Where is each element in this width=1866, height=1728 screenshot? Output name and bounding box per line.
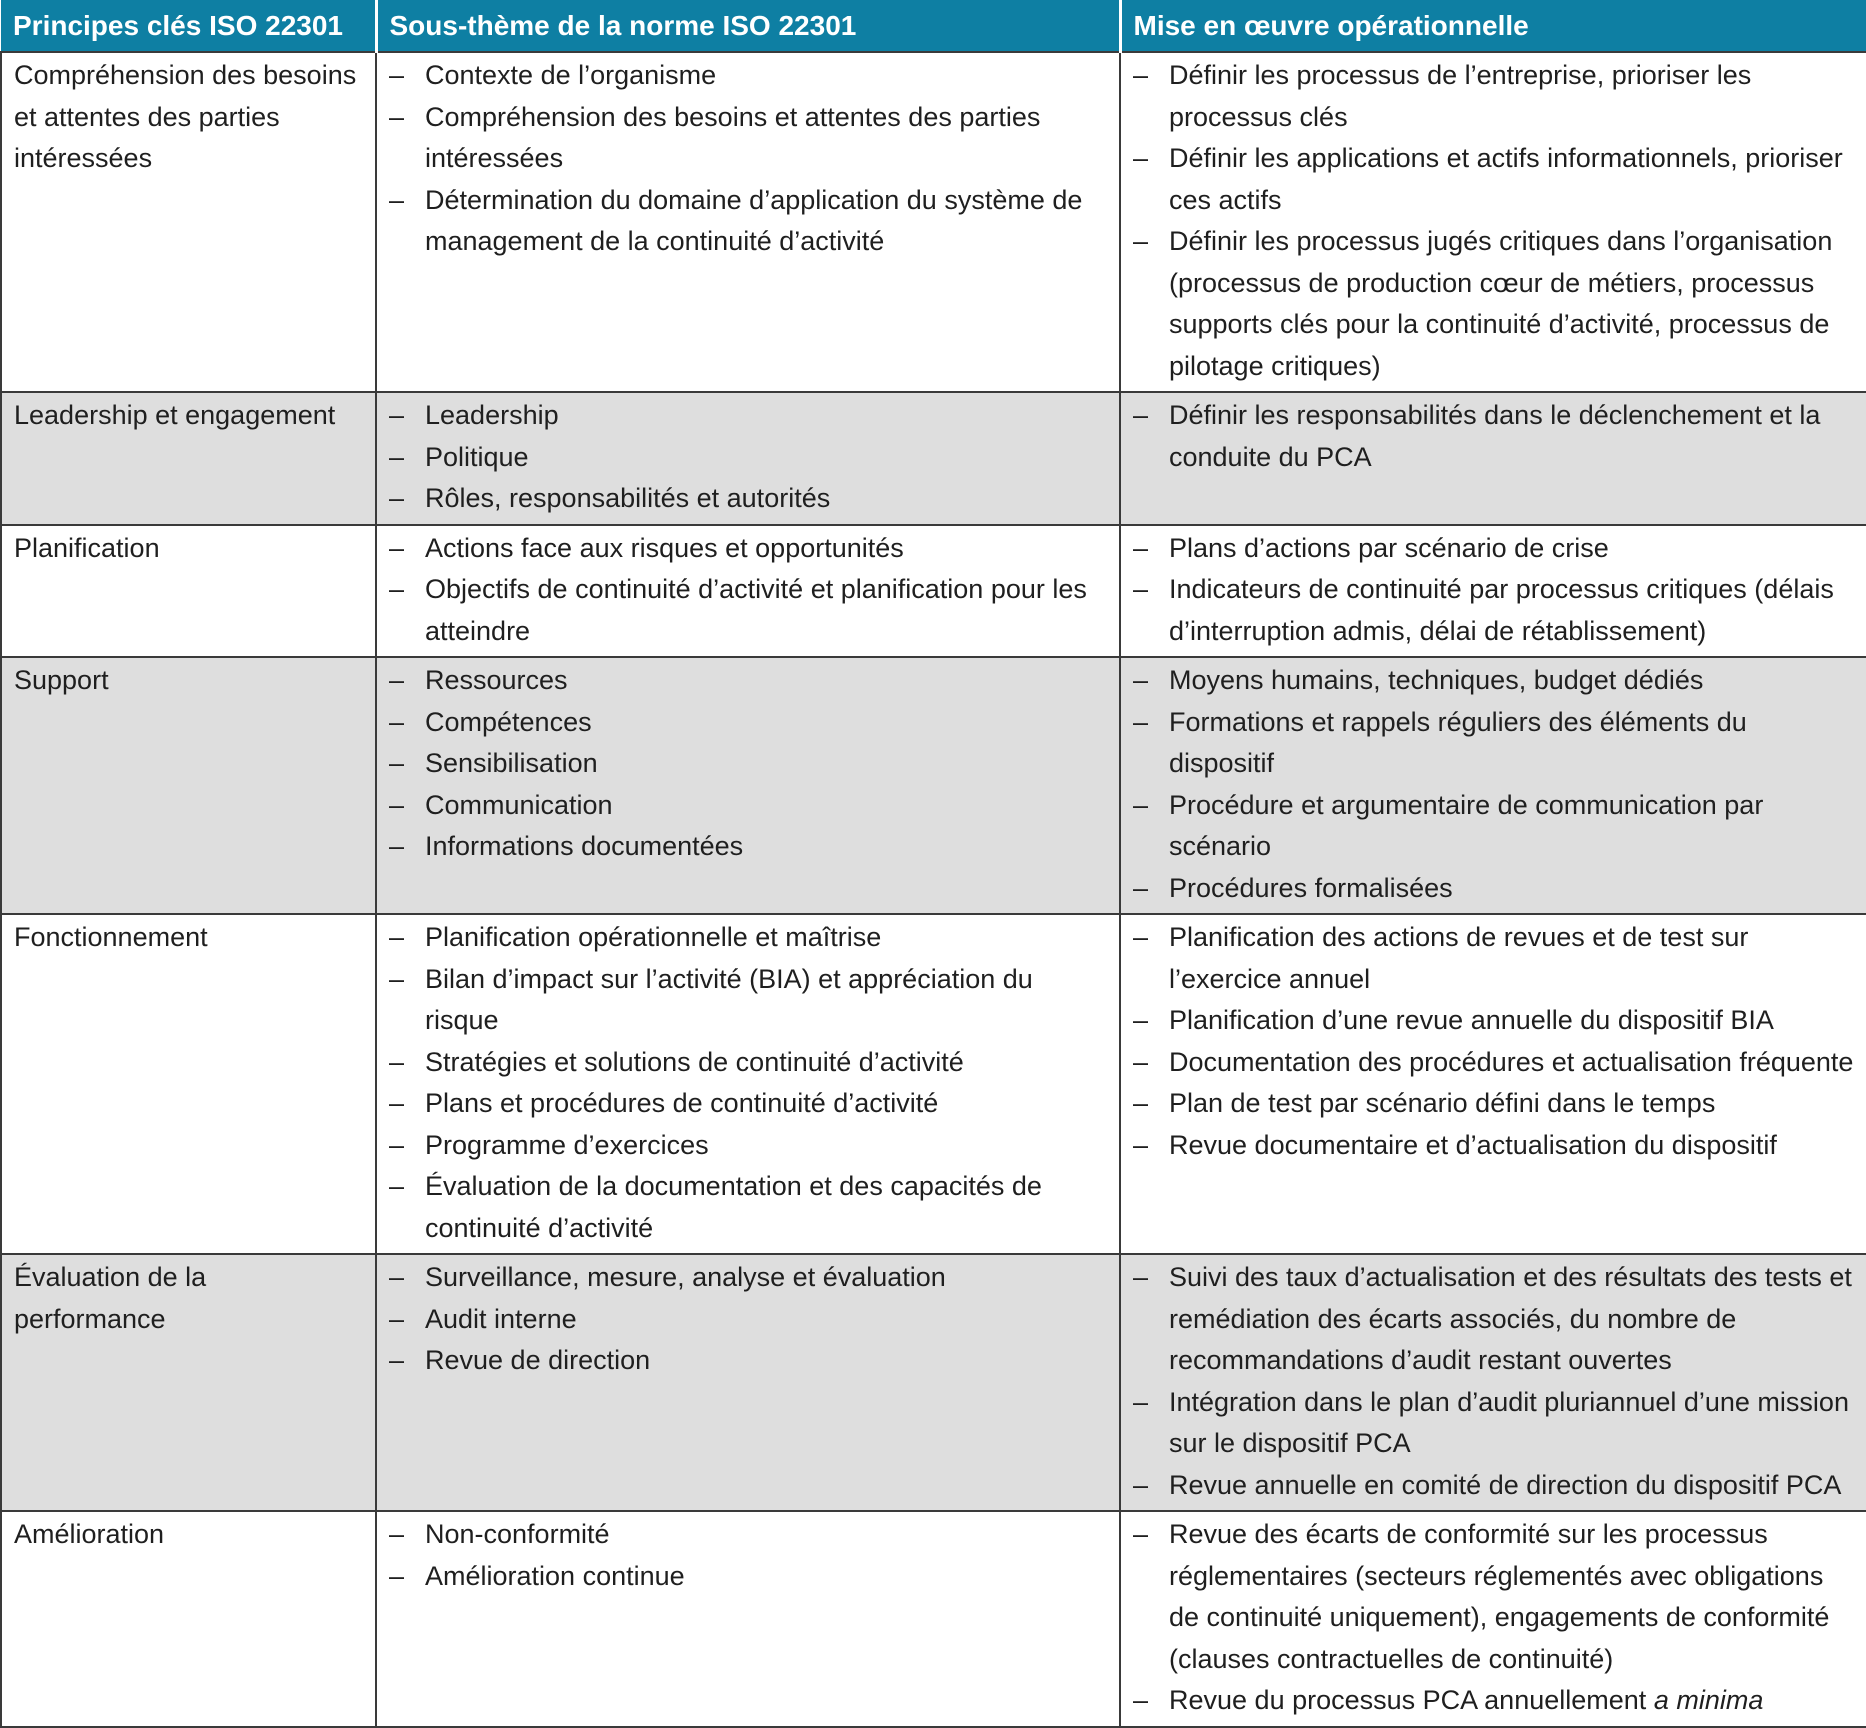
dash-bullet: –	[1133, 789, 1149, 820]
list-item	[389, 478, 1107, 520]
implementation-cell	[1120, 657, 1866, 914]
dash-bullet: –	[389, 922, 405, 952]
dash-bullet: –	[1133, 1088, 1149, 1118]
list-item-text: Non-conformité	[425, 1519, 610, 1549]
subtheme-cell	[376, 657, 1120, 914]
list-item	[389, 826, 1107, 868]
dash-bullet: –	[389, 1345, 405, 1375]
list-item-text: Programme d’exercices	[425, 1129, 709, 1160]
list-item-text: Sensibilisation	[425, 748, 598, 778]
list-item-text: Détermination du domaine d’application du système de management de la continuité d’activité	[425, 184, 1083, 256]
list-item-text: Compétences	[425, 706, 592, 737]
list-item-text: Définir les processus de l’entreprise, prioriser les processus clés	[1169, 60, 1752, 132]
list-item	[389, 1257, 1107, 1299]
implementation-cell	[1120, 914, 1866, 1254]
list-item-text: Objectifs de continuité d’activité et planification pour les atteindre	[425, 574, 1087, 646]
dash-bullet: –	[1133, 1386, 1149, 1417]
list-item-text: Documentation des procédures et actualisation fréquente	[1169, 1046, 1854, 1077]
list-item	[389, 959, 1107, 1042]
dash-bullet: –	[1133, 1262, 1149, 1292]
table-row	[1, 392, 1866, 525]
list-item	[389, 1556, 1107, 1598]
list-item	[389, 180, 1107, 263]
dash-bullet: –	[389, 483, 405, 513]
implementation-cell	[1120, 1254, 1866, 1511]
dash-bullet: –	[1133, 143, 1149, 173]
list-item-text: Planification opérationnelle et maîtrise	[425, 922, 882, 952]
subtheme-cell	[376, 1254, 1120, 1511]
list-item	[389, 1083, 1107, 1125]
dash-bullet: –	[1133, 226, 1149, 256]
dash-bullet: –	[1133, 1005, 1149, 1035]
header-implementation: Mise en œuvre opérationnelle	[1120, 0, 1866, 52]
list-item	[389, 702, 1107, 744]
list-item-text: Définir les processus jugés critiques dans l’organisation (processus de production cœur de métiers, processus supports clés pour la continuité d’activité, processus de pilotage critiques)	[1169, 226, 1833, 381]
dash-bullet: –	[389, 1129, 405, 1160]
list-item-text: Stratégies et solutions de continuité d’activité	[425, 1046, 964, 1077]
list-item	[1133, 1083, 1854, 1125]
list-item-text: Évaluation de la documentation et des capacités de continuité d’activité	[425, 1171, 1042, 1243]
implementation-cell	[1120, 1511, 1866, 1727]
dash-bullet: –	[389, 706, 405, 737]
list-item-text: Procédure et argumentaire de communication par scénario	[1169, 789, 1764, 861]
list-item	[1133, 1465, 1854, 1507]
list-item-text: Amélioration continue	[425, 1560, 685, 1591]
dash-bullet: –	[389, 101, 405, 132]
list-item	[1133, 1257, 1854, 1382]
list-item-text: Leadership	[425, 400, 559, 430]
list-item-text: Revue des écarts de conformité sur les processus réglementaires (secteurs réglementés avec obligations de continuité uniquement), engagements de conformité (clauses contractuelles de continuité)	[1169, 1519, 1830, 1674]
subtheme-cell	[376, 52, 1120, 392]
list-item	[389, 437, 1107, 479]
dash-bullet: –	[1133, 1519, 1149, 1549]
list-item	[1133, 55, 1854, 138]
dash-bullet: –	[389, 1262, 405, 1292]
implementation-cell	[1120, 525, 1866, 658]
list-item	[389, 1125, 1107, 1167]
list-item	[389, 55, 1107, 97]
list-item	[1133, 569, 1854, 652]
dash-bullet: –	[389, 748, 405, 778]
list-item-text: Compréhension des besoins et attentes des parties intéressées	[425, 101, 1041, 173]
principle-cell: Amélioration	[1, 1511, 376, 1727]
list-item	[389, 1514, 1107, 1556]
dash-bullet: –	[389, 1303, 405, 1334]
principle-cell: Fonctionnement	[1, 914, 376, 1254]
list-item-text: Moyens humains, techniques, budget dédiés	[1169, 665, 1704, 695]
dash-bullet: –	[389, 1088, 405, 1118]
list-item	[1133, 1125, 1854, 1167]
dash-bullet: –	[389, 184, 405, 215]
list-item	[1133, 1680, 1854, 1722]
list-item	[1133, 702, 1854, 785]
list-item	[389, 785, 1107, 827]
dash-bullet: –	[1133, 60, 1149, 90]
list-item-text: Informations documentées	[425, 831, 744, 861]
list-item	[389, 569, 1107, 652]
list-item-text: Plans et procédures de continuité d’activité	[425, 1088, 939, 1118]
implementation-cell	[1120, 392, 1866, 525]
dash-bullet: –	[389, 665, 405, 695]
header-subthemes: Sous-thème de la norme ISO 22301	[376, 0, 1120, 52]
list-item	[1133, 1514, 1854, 1680]
list-item-text: Planification d’une revue annuelle du dispositif BIA	[1169, 1005, 1774, 1035]
table-row	[1, 52, 1866, 392]
dash-bullet: –	[1133, 665, 1149, 695]
table-header-row	[1, 0, 1866, 52]
list-item-text: Définir les applications et actifs informationnels, prioriser ces actifs	[1169, 143, 1843, 215]
list-item-text: Définir les responsabilités dans le déclenchement et la conduite du PCA	[1169, 400, 1821, 472]
dash-bullet: –	[389, 400, 405, 430]
dash-bullet: –	[1133, 574, 1149, 604]
dash-bullet: –	[389, 963, 405, 994]
list-item	[389, 1166, 1107, 1249]
header-principles: Principes clés ISO 22301	[1, 0, 376, 52]
list-item-text: Bilan d’impact sur l’activité (BIA) et appréciation du risque	[425, 963, 1033, 1035]
dash-bullet: –	[389, 1046, 405, 1077]
table-body	[1, 52, 1866, 1727]
table-row	[1, 525, 1866, 658]
list-item	[389, 1299, 1107, 1341]
dash-bullet: –	[389, 1560, 405, 1591]
principle-cell: Leadership et engagement	[1, 392, 376, 525]
emphasis-text: a minima	[1653, 1685, 1764, 1715]
list-item-text: Audit interne	[425, 1303, 577, 1334]
list-item-text: Revue de direction	[425, 1345, 651, 1375]
list-item	[1133, 785, 1854, 868]
list-item-text: Planification des actions de revues et de test sur l’exercice annuel	[1169, 922, 1749, 994]
dash-bullet: –	[1133, 400, 1149, 430]
principle-cell: Support	[1, 657, 376, 914]
dash-bullet: –	[1133, 1129, 1149, 1160]
dash-bullet: –	[389, 789, 405, 820]
list-item	[389, 395, 1107, 437]
dash-bullet: –	[389, 1171, 405, 1201]
list-item	[389, 743, 1107, 785]
list-item-text: Actions face aux risques et opportunités	[425, 532, 904, 563]
dash-bullet: –	[389, 574, 405, 604]
list-item-text: Plans d’actions par scénario de crise	[1169, 532, 1609, 563]
table-row	[1, 1254, 1866, 1511]
dash-bullet: –	[389, 831, 405, 861]
list-item	[389, 660, 1107, 702]
list-item-text: Surveillance, mesure, analyse et évaluation	[425, 1262, 946, 1292]
list-item	[389, 917, 1107, 959]
table-row	[1, 657, 1866, 914]
list-item	[1133, 395, 1854, 478]
principle-cell: Planification	[1, 525, 376, 658]
list-item-text: Plan de test par scénario défini dans le temps	[1169, 1088, 1716, 1118]
list-item-text: Formations et rappels réguliers des éléments du dispositif	[1169, 706, 1747, 778]
list-item-text: Indicateurs de continuité par processus critiques (délais d’interruption admis, délai de rétablissement)	[1169, 574, 1834, 646]
list-item-text: Intégration dans le plan d’audit pluriannuel d’une mission sur le dispositif PCA	[1169, 1386, 1849, 1458]
dash-bullet: –	[1133, 1046, 1149, 1077]
principle-cell: Compréhension des besoins et attentes des parties intéressées	[1, 52, 376, 392]
dash-bullet: –	[389, 441, 405, 472]
dash-bullet: –	[1133, 1469, 1149, 1500]
list-item	[1133, 917, 1854, 1000]
list-item	[1133, 1042, 1854, 1084]
dash-bullet: –	[1133, 1685, 1149, 1715]
list-item	[1133, 1000, 1854, 1042]
dash-bullet: –	[389, 532, 405, 563]
subtheme-cell	[376, 914, 1120, 1254]
list-item-text: Communication	[425, 789, 613, 820]
dash-bullet: –	[1133, 532, 1149, 563]
list-item-text: Revue du processus PCA annuellement	[1169, 1685, 1647, 1715]
subtheme-cell	[376, 525, 1120, 658]
subtheme-cell	[376, 1511, 1120, 1727]
list-item	[1133, 660, 1854, 702]
subtheme-cell	[376, 392, 1120, 525]
list-item-text: Rôles, responsabilités et autorités	[425, 483, 831, 513]
dash-bullet: –	[1133, 872, 1149, 903]
list-item	[389, 1340, 1107, 1382]
table-row	[1, 1511, 1866, 1727]
list-item	[389, 1042, 1107, 1084]
list-item	[1133, 221, 1854, 387]
list-item	[1133, 138, 1854, 221]
table-row	[1, 914, 1866, 1254]
list-item	[389, 528, 1107, 570]
dash-bullet: –	[1133, 706, 1149, 737]
list-item-text: Revue documentaire et d’actualisation du dispositif	[1169, 1129, 1777, 1160]
implementation-cell	[1120, 52, 1866, 392]
list-item-text: Revue annuelle en comité de direction du dispositif PCA	[1169, 1469, 1842, 1500]
list-item-text: Contexte de l’organisme	[425, 60, 717, 90]
dash-bullet: –	[1133, 922, 1149, 952]
list-item	[389, 97, 1107, 180]
list-item-text: Ressources	[425, 665, 568, 695]
dash-bullet: –	[389, 60, 405, 90]
principle-cell: Évaluation de la performance	[1, 1254, 376, 1511]
list-item	[1133, 528, 1854, 570]
list-item-text: Politique	[425, 441, 529, 472]
dash-bullet: –	[389, 1519, 405, 1549]
list-item	[1133, 868, 1854, 910]
list-item	[1133, 1382, 1854, 1465]
list-item-text: Suivi des taux d’actualisation et des résultats des tests et remédiation des écarts associés, du nombre de recommandations d’audit restant ouvertes	[1169, 1262, 1852, 1375]
list-item-text: Procédures formalisées	[1169, 872, 1453, 903]
